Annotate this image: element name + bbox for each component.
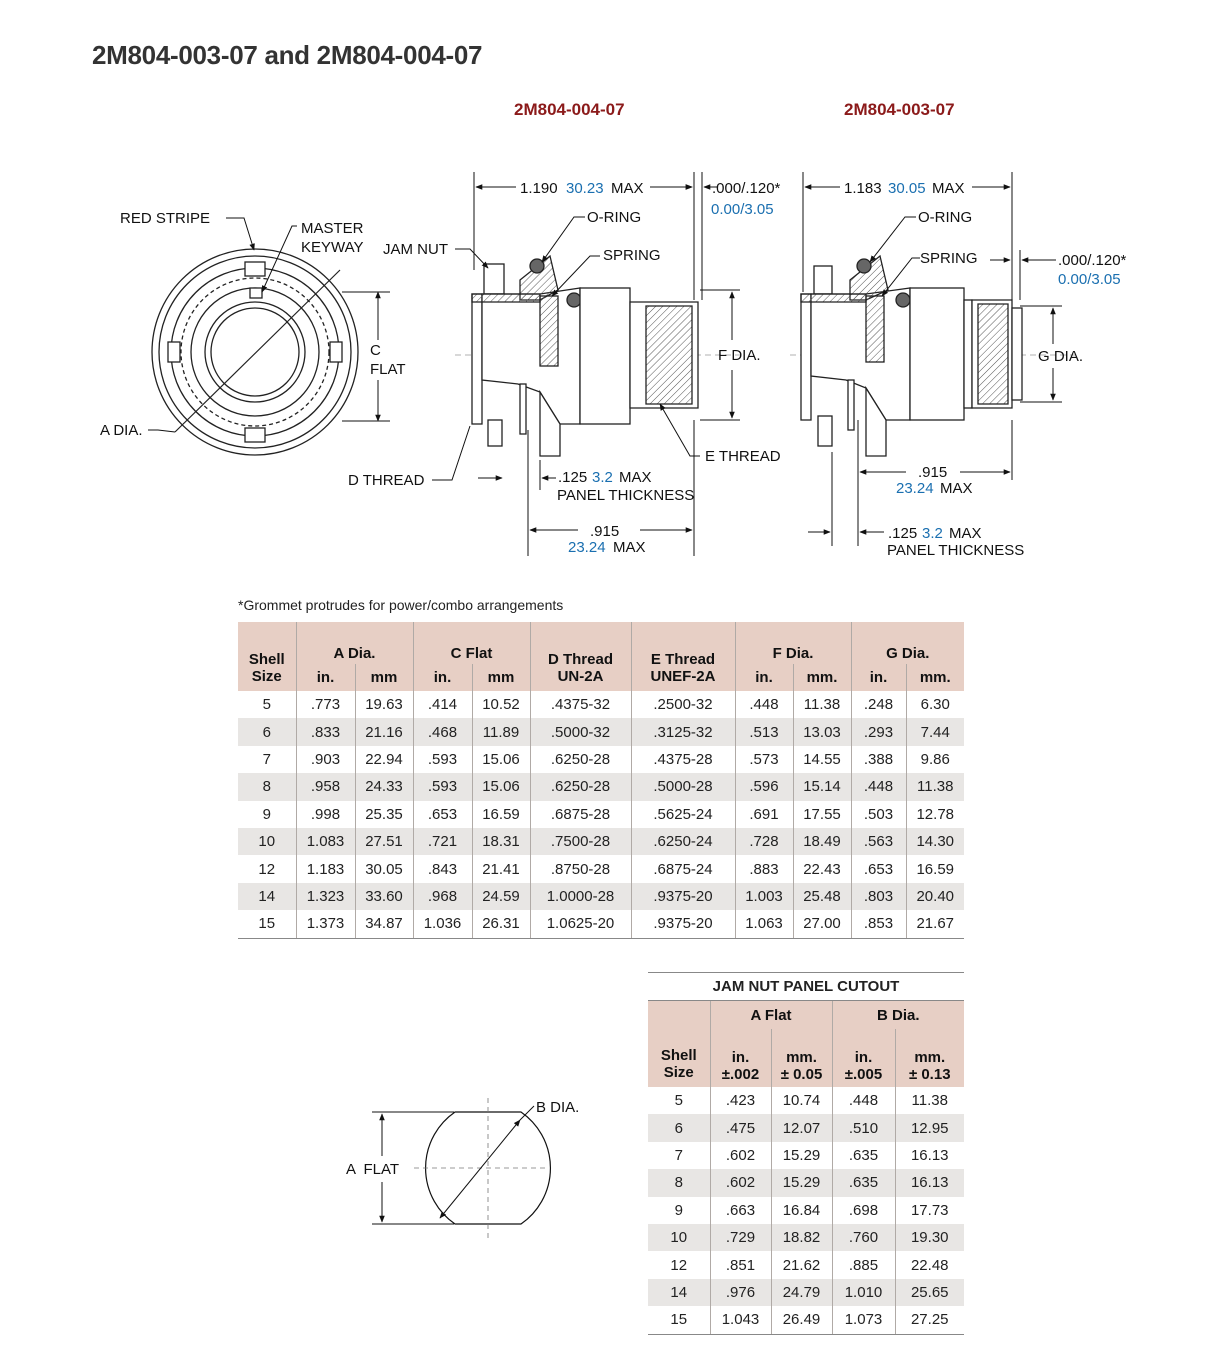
table-cell: .9375-20 <box>631 883 735 910</box>
table-cell: 21.16 <box>355 718 413 745</box>
table-cell: .883 <box>735 855 793 882</box>
header-c-in: in. <box>413 664 472 691</box>
table-cell: 18.31 <box>472 828 530 855</box>
table-cell: .448 <box>851 773 906 800</box>
left-length-mm: 30.23 <box>566 180 604 197</box>
right-mid-mm: 23.24 <box>896 480 934 497</box>
table-cell: 15.06 <box>472 746 530 773</box>
table-cell: 27.51 <box>355 828 413 855</box>
table-cell: .663 <box>710 1197 771 1224</box>
table-cell: .773 <box>296 691 355 718</box>
table-cell: .760 <box>832 1224 895 1251</box>
header-a-in: in. <box>296 664 355 691</box>
table-cell: .602 <box>710 1142 771 1169</box>
table-cell: 22.94 <box>355 746 413 773</box>
header-a-mm: mm <box>355 664 413 691</box>
model-label-left: 2M804-004-07 <box>514 100 625 119</box>
table-cell: 14.55 <box>793 746 851 773</box>
table-cell: 7.44 <box>906 718 964 745</box>
left-bottom-max: MAX <box>613 539 646 556</box>
table-cell: 14.30 <box>906 828 964 855</box>
table-cell: .513 <box>735 718 793 745</box>
side-view-right <box>790 256 1080 456</box>
table-cell: 10 <box>238 828 296 855</box>
table-cell: 1.083 <box>296 828 355 855</box>
table-cell: 6.30 <box>920 696 950 714</box>
right-grommet-mm: 0.00/3.05 <box>1058 271 1121 288</box>
table-cell: 8 <box>238 773 296 800</box>
table-cell: 12.95 <box>895 1114 964 1141</box>
table-cell: 25.48 <box>793 883 851 910</box>
left-spring-label: SPRING <box>603 247 661 264</box>
table-cell: .448 <box>832 1087 895 1114</box>
table-cell: 33.60 <box>355 883 413 910</box>
table-cell: .803 <box>851 883 906 910</box>
table-cell: 1.0000-28 <box>530 883 631 910</box>
table-cell: 10.52 <box>472 691 530 718</box>
table-cell: 16.59 <box>916 860 955 878</box>
table-row <box>238 883 964 910</box>
panel-cutout-table <box>648 972 964 1335</box>
table-cell: 12.78 <box>916 805 955 823</box>
table-cell: .593 <box>413 773 472 800</box>
table-cell: 12 <box>238 855 296 882</box>
master-label: MASTER <box>301 220 364 237</box>
right-panel-max: MAX <box>949 525 982 542</box>
table-row <box>238 691 964 718</box>
cutout-header-a-flat: A Flat <box>710 1001 832 1030</box>
table-cell: .6250-28 <box>530 746 631 773</box>
table-cell: 1.183 <box>296 855 355 882</box>
table-cell: 9 <box>238 801 296 828</box>
table-cell: .248 <box>851 691 906 718</box>
table-cell: 15.06 <box>472 773 530 800</box>
table-cell: 24.59 <box>472 883 530 910</box>
header-g-dia: G Dia. <box>886 645 930 662</box>
left-bottom-in: .915 <box>590 523 620 540</box>
left-grommet-mm: 0.00/3.05 <box>711 201 774 218</box>
left-panel-mm: 3.2 <box>592 469 613 486</box>
table-cell: .653 <box>413 801 472 828</box>
table-cell: 11.89 <box>472 718 530 745</box>
table-cell: 15 <box>238 910 296 938</box>
a-flat-label: A FLAT <box>346 1161 400 1178</box>
table-cell: 6 <box>238 718 296 745</box>
table-cell: 15.29 <box>771 1169 832 1196</box>
cutout-header-b-dia: B Dia. <box>876 1006 920 1024</box>
table-cell: 12.07 <box>771 1114 832 1141</box>
right-grommet-in: .000/.120* <box>1058 252 1127 269</box>
table-cell: 14 <box>648 1279 710 1306</box>
table-cell: 34.87 <box>355 910 413 938</box>
table-cell: .4375-28 <box>631 746 735 773</box>
table-cell: 14 <box>238 883 296 910</box>
table-cell: 1.036 <box>413 910 472 938</box>
table-cell: 9.86 <box>920 750 950 768</box>
g-dia-label: G DIA. <box>1038 348 1084 365</box>
table-cell: .6875-28 <box>530 801 631 828</box>
cutout-header-a-in: in. ±.002 <box>710 1029 771 1087</box>
table-cell: 15 <box>648 1306 710 1334</box>
table-cell: .635 <box>832 1142 895 1169</box>
cutout-header-b-in: in. ±.005 <box>832 1029 895 1087</box>
table-cell: .9375-20 <box>631 910 735 938</box>
table-cell: 19.30 <box>895 1224 964 1251</box>
right-panel-mm: 3.2 <box>922 525 943 542</box>
table-cell: 15.29 <box>771 1142 832 1169</box>
header-g-mm: mm. <box>919 669 951 686</box>
table-cell: 26.49 <box>771 1306 832 1334</box>
right-length-mm: 30.05 <box>888 180 926 197</box>
table-cell: 21.41 <box>472 855 530 882</box>
table-cell: .293 <box>851 718 906 745</box>
table-cell: 6 <box>648 1114 710 1141</box>
table-cell: 10 <box>648 1224 710 1251</box>
d-thread-label: D THREAD <box>348 472 425 489</box>
table-cell: .6250-24 <box>631 828 735 855</box>
left-grommet-in: .000/.120* <box>712 180 781 197</box>
table-cell: 25.35 <box>355 801 413 828</box>
table-cell: .593 <box>413 746 472 773</box>
f-dia-label: F DIA. <box>718 347 761 364</box>
table-cell: 21.62 <box>771 1251 832 1278</box>
panel-cutout-drawing <box>330 1090 620 1240</box>
table-cell: 5 <box>648 1087 710 1114</box>
left-bottom-mm: 23.24 <box>568 539 606 556</box>
table-cell: 17.73 <box>910 1201 949 1219</box>
table-cell: 21.67 <box>906 910 964 938</box>
table-cell: 7 <box>238 746 296 773</box>
connector-drawing <box>0 0 1224 580</box>
table-row <box>648 1306 964 1334</box>
left-length-in: 1.190 <box>520 180 558 197</box>
header-a-dia: A Dia. <box>296 622 413 664</box>
table-row <box>648 1251 964 1278</box>
table-cell: .388 <box>851 746 906 773</box>
page-title: 2M804-003-07 and 2M804-004-07 <box>92 40 483 70</box>
e-thread-label: E THREAD <box>705 448 781 465</box>
header-c-mm: mm <box>472 664 530 691</box>
table-cell: 15.14 <box>793 773 851 800</box>
table-cell: 26.31 <box>472 910 530 938</box>
table-cell: 12 <box>648 1251 710 1278</box>
table-cell: .998 <box>296 801 355 828</box>
table-cell: 11.38 <box>906 773 964 800</box>
table-cell: .503 <box>851 801 906 828</box>
footnote: *Grommet protrudes for power/combo arrangements <box>238 597 564 613</box>
table-cell: .968 <box>413 883 472 910</box>
table-cell: .4375-32 <box>530 691 631 718</box>
left-panel-in: .125 <box>558 469 588 486</box>
left-o-ring-label: O-RING <box>587 209 642 226</box>
table-row <box>238 801 964 828</box>
table-cell: .903 <box>296 746 355 773</box>
table-cell: 1.010 <box>832 1279 895 1306</box>
flat-label: FLAT <box>370 361 406 378</box>
left-panel-max: MAX <box>619 469 652 486</box>
table-cell: .721 <box>413 828 472 855</box>
c-label: C <box>370 342 381 359</box>
left-length-max: MAX <box>611 180 644 197</box>
table-cell: .635 <box>832 1169 895 1196</box>
table-row <box>238 828 964 855</box>
table-cell: 1.0625-20 <box>530 910 631 938</box>
left-panel-thickness: PANEL THICKNESS <box>557 487 695 504</box>
table-cell: .698 <box>832 1197 895 1224</box>
table-cell: .853 <box>851 910 906 938</box>
table-cell: .423 <box>710 1087 771 1114</box>
table-cell: .573 <box>735 746 793 773</box>
table-cell: .5000-28 <box>631 773 735 800</box>
table-cell: 25.65 <box>895 1279 964 1306</box>
table-cell: .6250-28 <box>530 773 631 800</box>
table-cell: 1.323 <box>296 883 355 910</box>
table-cell: 5 <box>238 691 296 718</box>
model-label-right: 2M804-003-07 <box>844 100 955 119</box>
table-cell: 18.82 <box>771 1224 832 1251</box>
table-cell: .729 <box>710 1224 771 1251</box>
table-cell: .833 <box>296 718 355 745</box>
cutout-table-caption: JAM NUT PANEL CUTOUT <box>648 973 964 1001</box>
table-cell: 17.55 <box>793 801 851 828</box>
table-cell: .885 <box>832 1251 895 1278</box>
table-cell: 24.79 <box>771 1279 832 1306</box>
table-cell: .475 <box>710 1114 771 1141</box>
table-cell: .958 <box>296 773 355 800</box>
table-cell: .843 <box>413 855 472 882</box>
table-row <box>648 1114 964 1141</box>
header-g-in: in. <box>851 664 906 691</box>
table-cell: 24.33 <box>355 773 413 800</box>
table-cell: 13.03 <box>793 718 851 745</box>
table-cell: 1.373 <box>296 910 355 938</box>
dimensions-table <box>238 622 964 939</box>
table-cell: 7 <box>648 1142 710 1169</box>
table-cell: .414 <box>413 691 472 718</box>
table-cell: 22.48 <box>910 1256 949 1274</box>
table-cell: .851 <box>710 1251 771 1278</box>
table-row <box>238 910 964 938</box>
header-d-thread: D Thread UN-2A <box>530 622 631 691</box>
table-cell: .5000-32 <box>530 718 631 745</box>
table-cell: 16.84 <box>771 1197 832 1224</box>
header-shell-size: Shell Size <box>238 622 296 691</box>
table-cell: 22.43 <box>793 855 851 882</box>
table-cell: 27.25 <box>895 1306 964 1334</box>
red-stripe-label: RED STRIPE <box>120 210 211 227</box>
front-view <box>152 249 358 455</box>
table-cell: 9 <box>648 1197 710 1224</box>
header-f-in: in. <box>735 664 793 691</box>
cutout-header-b-mm: mm. ± 0.13 <box>908 1049 951 1083</box>
header-f-mm: mm. <box>793 664 851 691</box>
table-row <box>238 718 964 745</box>
table-cell: 19.63 <box>355 691 413 718</box>
right-panel-in: .125 <box>888 525 918 542</box>
keyway-label: KEYWAY <box>301 239 364 256</box>
table-cell: 11.38 <box>793 691 851 718</box>
table-cell: 8 <box>648 1169 710 1196</box>
header-c-flat: C Flat <box>413 622 530 664</box>
cutout-header-shell-size: Shell Size <box>648 1001 710 1088</box>
table-cell: .5625-24 <box>631 801 735 828</box>
table-cell: 16.13 <box>910 1146 949 1164</box>
table-cell: .6875-24 <box>631 855 735 882</box>
table-cell: .2500-32 <box>631 691 735 718</box>
table-row <box>238 855 964 882</box>
table-cell: 20.40 <box>906 883 964 910</box>
table-cell: .7500-28 <box>530 828 631 855</box>
table-cell: .448 <box>735 691 793 718</box>
header-f-dia: F Dia. <box>735 622 851 664</box>
table-cell: 10.74 <box>771 1087 832 1114</box>
table-cell: .653 <box>851 855 906 882</box>
table-cell: .563 <box>851 828 906 855</box>
table-cell: .510 <box>832 1114 895 1141</box>
right-length-in: 1.183 <box>844 180 882 197</box>
table-cell: .3125-32 <box>631 718 735 745</box>
table-row <box>238 773 964 800</box>
cutout-header-a-mm: mm. ± 0.05 <box>771 1029 832 1087</box>
a-dia-label: A DIA. <box>100 422 143 439</box>
jam-nut-label: JAM NUT <box>383 241 448 258</box>
table-cell: 1.063 <box>735 910 793 938</box>
right-panel-thickness: PANEL THICKNESS <box>887 542 1025 559</box>
table-cell: 16.13 <box>895 1169 964 1196</box>
b-dia-label: B DIA. <box>536 1099 580 1116</box>
table-row <box>648 1169 964 1196</box>
right-mid-max: MAX <box>940 480 973 497</box>
table-cell: .728 <box>735 828 793 855</box>
table-cell: .602 <box>710 1169 771 1196</box>
table-cell: 18.49 <box>793 828 851 855</box>
table-row <box>648 1142 964 1169</box>
table-cell: .691 <box>735 801 793 828</box>
table-cell: 30.05 <box>355 855 413 882</box>
table-cell: .8750-28 <box>530 855 631 882</box>
table-cell: .596 <box>735 773 793 800</box>
right-length-max: MAX <box>932 180 965 197</box>
right-spring-label: SPRING <box>920 250 978 267</box>
table-row <box>648 1087 964 1114</box>
table-row <box>238 746 964 773</box>
table-cell: 1.003 <box>735 883 793 910</box>
table-row <box>648 1197 964 1224</box>
table-cell: 27.00 <box>793 910 851 938</box>
table-cell: 16.59 <box>472 801 530 828</box>
table-cell: 1.043 <box>710 1306 771 1334</box>
right-o-ring-label: O-RING <box>918 209 973 226</box>
table-row <box>648 1279 964 1306</box>
table-cell: 1.073 <box>832 1306 895 1334</box>
table-cell: .468 <box>413 718 472 745</box>
table-cell: 11.38 <box>911 1092 948 1110</box>
table-row <box>648 1224 964 1251</box>
table-cell: .976 <box>710 1279 771 1306</box>
header-e-thread: E Thread UNEF-2A <box>631 622 735 691</box>
right-mid-in: .915 <box>918 464 948 481</box>
